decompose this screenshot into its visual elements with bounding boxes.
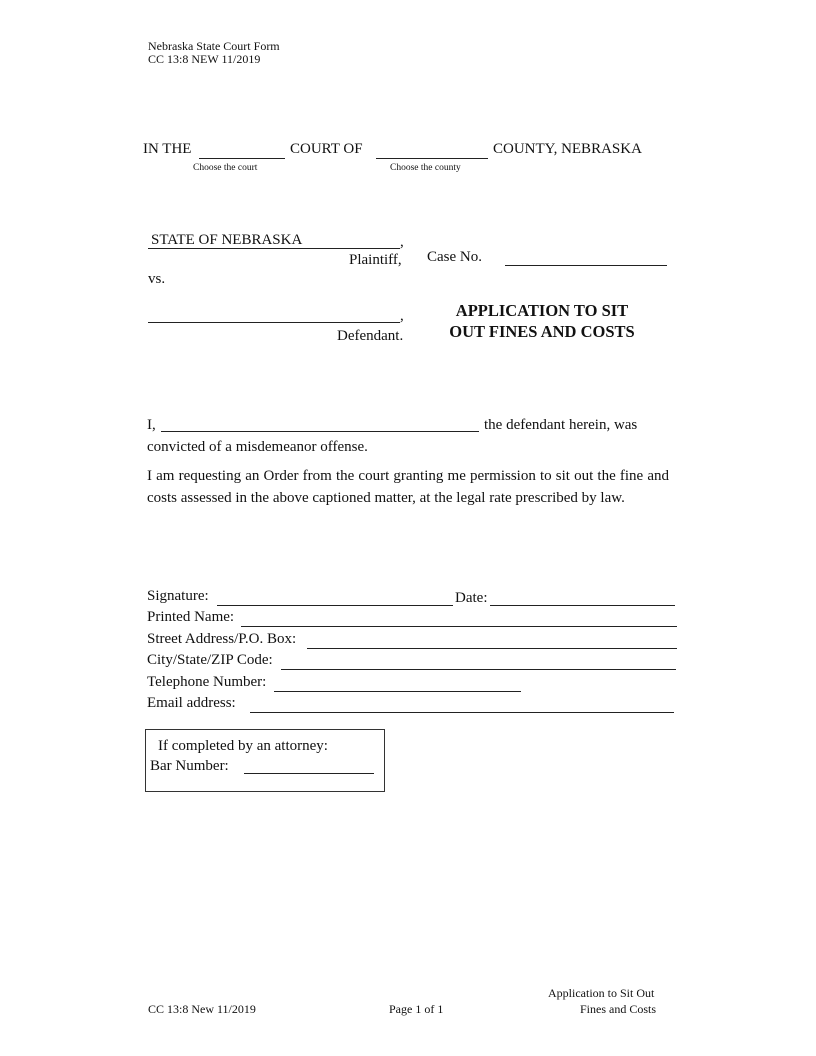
court-hint: Choose the court [193, 163, 258, 173]
bar-number-input[interactable] [244, 757, 374, 774]
form-name: Nebraska State Court Form [148, 39, 280, 53]
court-of-label: COURT OF [290, 141, 363, 157]
county-hint: Choose the county [390, 163, 461, 173]
date-input[interactable] [490, 589, 675, 606]
email-input[interactable] [250, 696, 674, 713]
bar-number-label: Bar Number: [150, 758, 229, 774]
title-line-2: OUT FINES AND COSTS [449, 322, 635, 341]
county-select[interactable] [376, 142, 488, 159]
defendant-comma: , [400, 308, 404, 324]
in-the-label: IN THE [143, 141, 192, 157]
county-nebraska-label: COUNTY, NEBRASKA [493, 141, 642, 157]
plaintiff-comma: , [400, 234, 404, 250]
defendant-full-name-input[interactable] [161, 415, 479, 432]
case-no-input[interactable] [505, 249, 667, 266]
footer-form-number: CC 13:8 New 11/2019 [148, 1002, 256, 1016]
footer-title-line-2: Fines and Costs [580, 1002, 657, 1016]
plaintiff-label: Plaintiff, [349, 252, 402, 268]
email-label: Email address: [147, 695, 236, 711]
plaintiff-name: STATE OF NEBRASKA [151, 232, 303, 248]
defendant-label: Defendant. [337, 328, 404, 344]
court-select[interactable] [199, 142, 285, 159]
document-title [432, 300, 652, 342]
telephone-label: Telephone Number: [147, 674, 267, 690]
signature-label: Signature: [147, 588, 209, 604]
printed-name-input[interactable] [241, 610, 677, 627]
city-state-zip-input[interactable] [281, 653, 676, 670]
page-number: Page 1 of 1 [389, 1002, 444, 1016]
signature-input[interactable] [217, 589, 453, 606]
title-line-1: APPLICATION TO SIT [455, 301, 629, 320]
date-label: Date: [455, 590, 488, 606]
footer-title-line-1: Application to Sit Out [548, 986, 655, 1000]
street-address-input[interactable] [307, 632, 677, 649]
case-no-label: Case No. [427, 249, 482, 265]
vs-label: vs. [148, 271, 166, 287]
defendant-name-input[interactable] [148, 306, 400, 323]
city-state-zip-label: City/State/ZIP Code: [147, 652, 273, 668]
street-address-label: Street Address/P.O. Box: [147, 631, 297, 647]
convicted-text: convicted of a misdemeanor offense. [147, 439, 368, 455]
printed-name-label: Printed Name: [147, 609, 235, 625]
i-label: I, [147, 417, 156, 433]
plaintiff-line [148, 248, 400, 249]
request-paragraph: I am requesting an Order from the court granting me permission to sit out the fine and costs assessed in the above captioned matter, at the legal rate prescribed by law. [147, 468, 669, 506]
defendant-herein-text: the defendant herein, was [484, 417, 638, 433]
telephone-input[interactable] [274, 675, 521, 692]
form-number: CC 13:8 NEW 11/2019 [148, 52, 261, 66]
attorney-box-heading: If completed by an attorney: [158, 738, 328, 754]
